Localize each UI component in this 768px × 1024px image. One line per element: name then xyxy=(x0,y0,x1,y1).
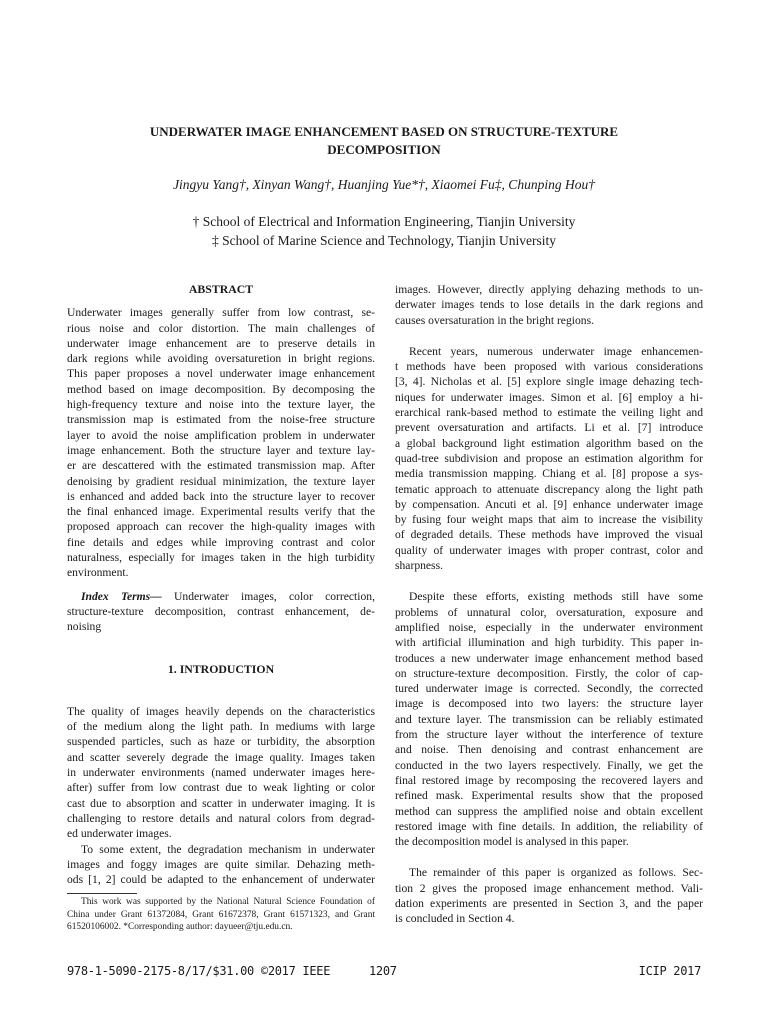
text-line: The remainder of this paper is organized as follows. Sec- xyxy=(409,866,703,880)
text-line: dark regions while avoiding oversaturetion in bright regions. xyxy=(67,352,375,366)
text-line: tured underwater image is corrected. Secondly, the corrected xyxy=(395,682,703,696)
text-line: images. However, directly applying dehazing methods to un- xyxy=(395,283,703,296)
index-terms-text: noising xyxy=(67,620,102,634)
text-line: from the structure layer without the interference of texture xyxy=(395,728,703,742)
text-line: dation experiments are presented in Section 3, and the paper xyxy=(395,896,703,910)
text-line: quad-tree subdivision and propose an estimation algorithm for xyxy=(395,451,703,465)
index-terms-label: Index Terms— xyxy=(81,589,162,603)
right-paragraph-4 xyxy=(395,865,703,926)
right-paragraph-2 xyxy=(395,344,703,573)
text-line: environment. xyxy=(67,566,129,580)
abstract-heading: ABSTRACT xyxy=(188,282,254,296)
text-line: troduces a new underwater image enhancement method based xyxy=(395,651,703,665)
text-line: naturalness, especially for images taken in the high turbidity xyxy=(67,551,375,565)
text-line: denoising by gradient residual minimization, the texture layer xyxy=(67,474,375,488)
text-line: quality of underwater images with proper contrast, color and xyxy=(395,543,703,557)
text-line: fine details and edges while improving contrast and color xyxy=(67,535,375,549)
text-line: and scatter severely degrade the image quality. Images taken xyxy=(67,750,375,764)
text-line: China under Grant 61372084, Grant 61672378, Grant 61571323, and Grant xyxy=(67,909,375,920)
text-line: er are descattered with the estimated transmission map. After xyxy=(67,459,375,473)
text-line: after) suffer from low contrast due to weak lighting or color xyxy=(67,781,375,795)
text-line: problems of unnatural color, oversaturation, exposure and xyxy=(395,605,703,619)
text-line: conducted in the two layers respectively. Finally, we get the xyxy=(395,758,703,772)
text-line: is enhanced and added back into the structure layer to recover xyxy=(67,489,375,503)
text-line: restored image with fine details. In addition, the reliability of xyxy=(395,819,703,833)
text-line: tematic approach to attenuate discrepancy along the light path xyxy=(395,482,703,496)
intro-paragraph-1 xyxy=(67,704,375,842)
text-line: ods [1, 2] could be adapted to the enhancement of underwater xyxy=(67,873,375,887)
paper-title-line-1: UNDERWATER IMAGE ENHANCEMENT BASED ON STRUCTURE-TEXTURE xyxy=(149,124,619,139)
affiliation-2: ‡ School of Marine Science and Technology, Tianjin University xyxy=(211,233,556,248)
abstract-body xyxy=(67,305,375,580)
text-line: a global background light estimation algorithm based on the xyxy=(395,436,703,450)
introduction-heading: 1. INTRODUCTION xyxy=(167,661,275,676)
text-line: This work was supported by the National Natural Science Foundation of xyxy=(81,897,375,907)
text-line: Recent years, numerous underwater image enhancemen- xyxy=(409,344,703,358)
text-line: the final enhanced image. Experimental results verify that the xyxy=(67,505,375,519)
text-line: causes oversaturation in the bright regions. xyxy=(395,313,594,327)
text-line: underwater image enhancement are to preserve details in xyxy=(67,336,375,350)
text-line: by fusing four weight maps that aim to increase the visibility xyxy=(395,513,703,527)
conference-name: ICIP 2017 xyxy=(638,964,701,978)
text-line: [3, 4]. Nicholas et al. [5] explore single image dehazing tech- xyxy=(395,375,703,389)
text-line: The quality of images heavily depends on the characteristics xyxy=(67,704,375,718)
index-terms xyxy=(67,589,375,635)
text-line: and noise. Then denoising and contrast enhancement are xyxy=(395,743,703,757)
text-line: proposed approach can recover the high-quality images with xyxy=(67,520,375,534)
footnote xyxy=(67,896,375,934)
text-line: t methods have been proposed with various considerations xyxy=(395,360,703,374)
text-line: in underwater environments (named underwater images here- xyxy=(67,766,375,780)
text-line: and texture layer. The transmission can be reliably estimated xyxy=(395,712,703,726)
index-terms-text: structure-texture decomposition, contrast enhancement, de- xyxy=(67,604,375,618)
text-line: of degraded details. These methods have improved the visual xyxy=(395,528,703,542)
text-line: by compensation. Ancuti et al. [9] enhance underwater image xyxy=(395,497,703,511)
text-line: final restored image by recomposing the recovered layers and xyxy=(395,773,703,787)
text-line: rious noise and color distortion. The main challenges of xyxy=(67,321,375,335)
text-line: is concluded in Section 4. xyxy=(395,912,515,926)
text-line: of the medium along the light path. In mediums with large xyxy=(67,720,375,734)
text-line: prevent oversaturation and artifacts. Li et al. [7] introduce xyxy=(395,421,703,435)
text-line: refined mask. Experimental results show that the proposed xyxy=(395,789,703,803)
text-line: transmission map is estimated from the noise-free structure xyxy=(67,413,375,427)
text-line: amplified noise, especially in the underwater environment xyxy=(395,620,703,634)
index-terms-text: Underwater images, color correction, xyxy=(161,589,375,603)
text-line: 61520106002. *Corresponding author: dayueer@tju.edu.cn. xyxy=(67,922,293,933)
paper-title-line-2: DECOMPOSITION xyxy=(327,142,441,157)
text-line: cast due to absorption and scatter in underwater imaging. It is xyxy=(67,796,375,810)
text-line: on structure-texture decomposition. Firstly, the color of cap- xyxy=(395,666,703,680)
text-line: To some extent, the degradation mechanism in underwater xyxy=(81,842,375,856)
text-line: tion 2 gives the proposed image enhancement method. Vali- xyxy=(395,881,703,895)
text-line: ed underwater images. xyxy=(67,827,172,841)
right-column xyxy=(395,282,703,927)
text-line: high-frequency texture and noise into the texture layer, the xyxy=(67,398,375,412)
text-line: Despite these efforts, existing methods still have some xyxy=(409,590,703,604)
intro-paragraph-2 xyxy=(67,842,375,888)
text-line: image enhancement. Both the structure layer and texture lay- xyxy=(67,443,375,457)
text-line: image is decomposed into two layers: the structure layer xyxy=(395,697,703,711)
text-line: method can suppress the amplified noise and obtain excellent xyxy=(395,804,703,818)
text-line: layer to avoid the noise amplification problem in underwater xyxy=(67,428,375,442)
left-column xyxy=(67,282,375,887)
right-paragraph-1 xyxy=(395,282,703,328)
footer-copyright: 978-1-5090-2175-8/17/$31.00 ©2017 IEEE xyxy=(67,964,331,978)
text-line: challenging to restore details and natural colors from degrad- xyxy=(67,811,375,825)
text-line: the decomposition model is analysed in this paper. xyxy=(395,835,629,849)
page-number: 1207 xyxy=(369,964,397,978)
text-line: niques for underwater images. Simon et al. [6] employ a hi- xyxy=(395,390,703,404)
affiliation-1: † School of Electrical and Information Engineering, Tianjin University xyxy=(192,214,576,229)
text-line: Underwater images generally suffer from low contrast, se- xyxy=(67,306,375,320)
text-line: suspended particles, such as haze or turbidity, the absorption xyxy=(67,735,375,749)
text-line: method based on image decomposition. By decomposing the xyxy=(67,382,375,396)
right-paragraph-3 xyxy=(395,589,703,849)
text-line: sharpness. xyxy=(395,559,443,573)
text-line: media transmission mapping. Chiang et al. [8] propose a sys- xyxy=(395,467,703,481)
text-line: images and foggy images are quite similar. Dehazing meth- xyxy=(67,857,375,871)
text-line: This paper proposes a novel underwater image enhancement xyxy=(67,367,375,381)
text-line: erarchical rank-based method to estimate the veiling light and xyxy=(395,406,703,420)
text-line: derwater images tends to lose details in the dark regions and xyxy=(395,298,703,312)
author-list: Jingyu Yang†, Xinyan Wang†, Huanjing Yue*†, Xiaomei Fu‡, Chunping Hou† xyxy=(173,177,595,192)
footnote-rule xyxy=(67,893,137,894)
text-line: with artificial illumination and high turbidity. This paper in- xyxy=(395,636,703,650)
